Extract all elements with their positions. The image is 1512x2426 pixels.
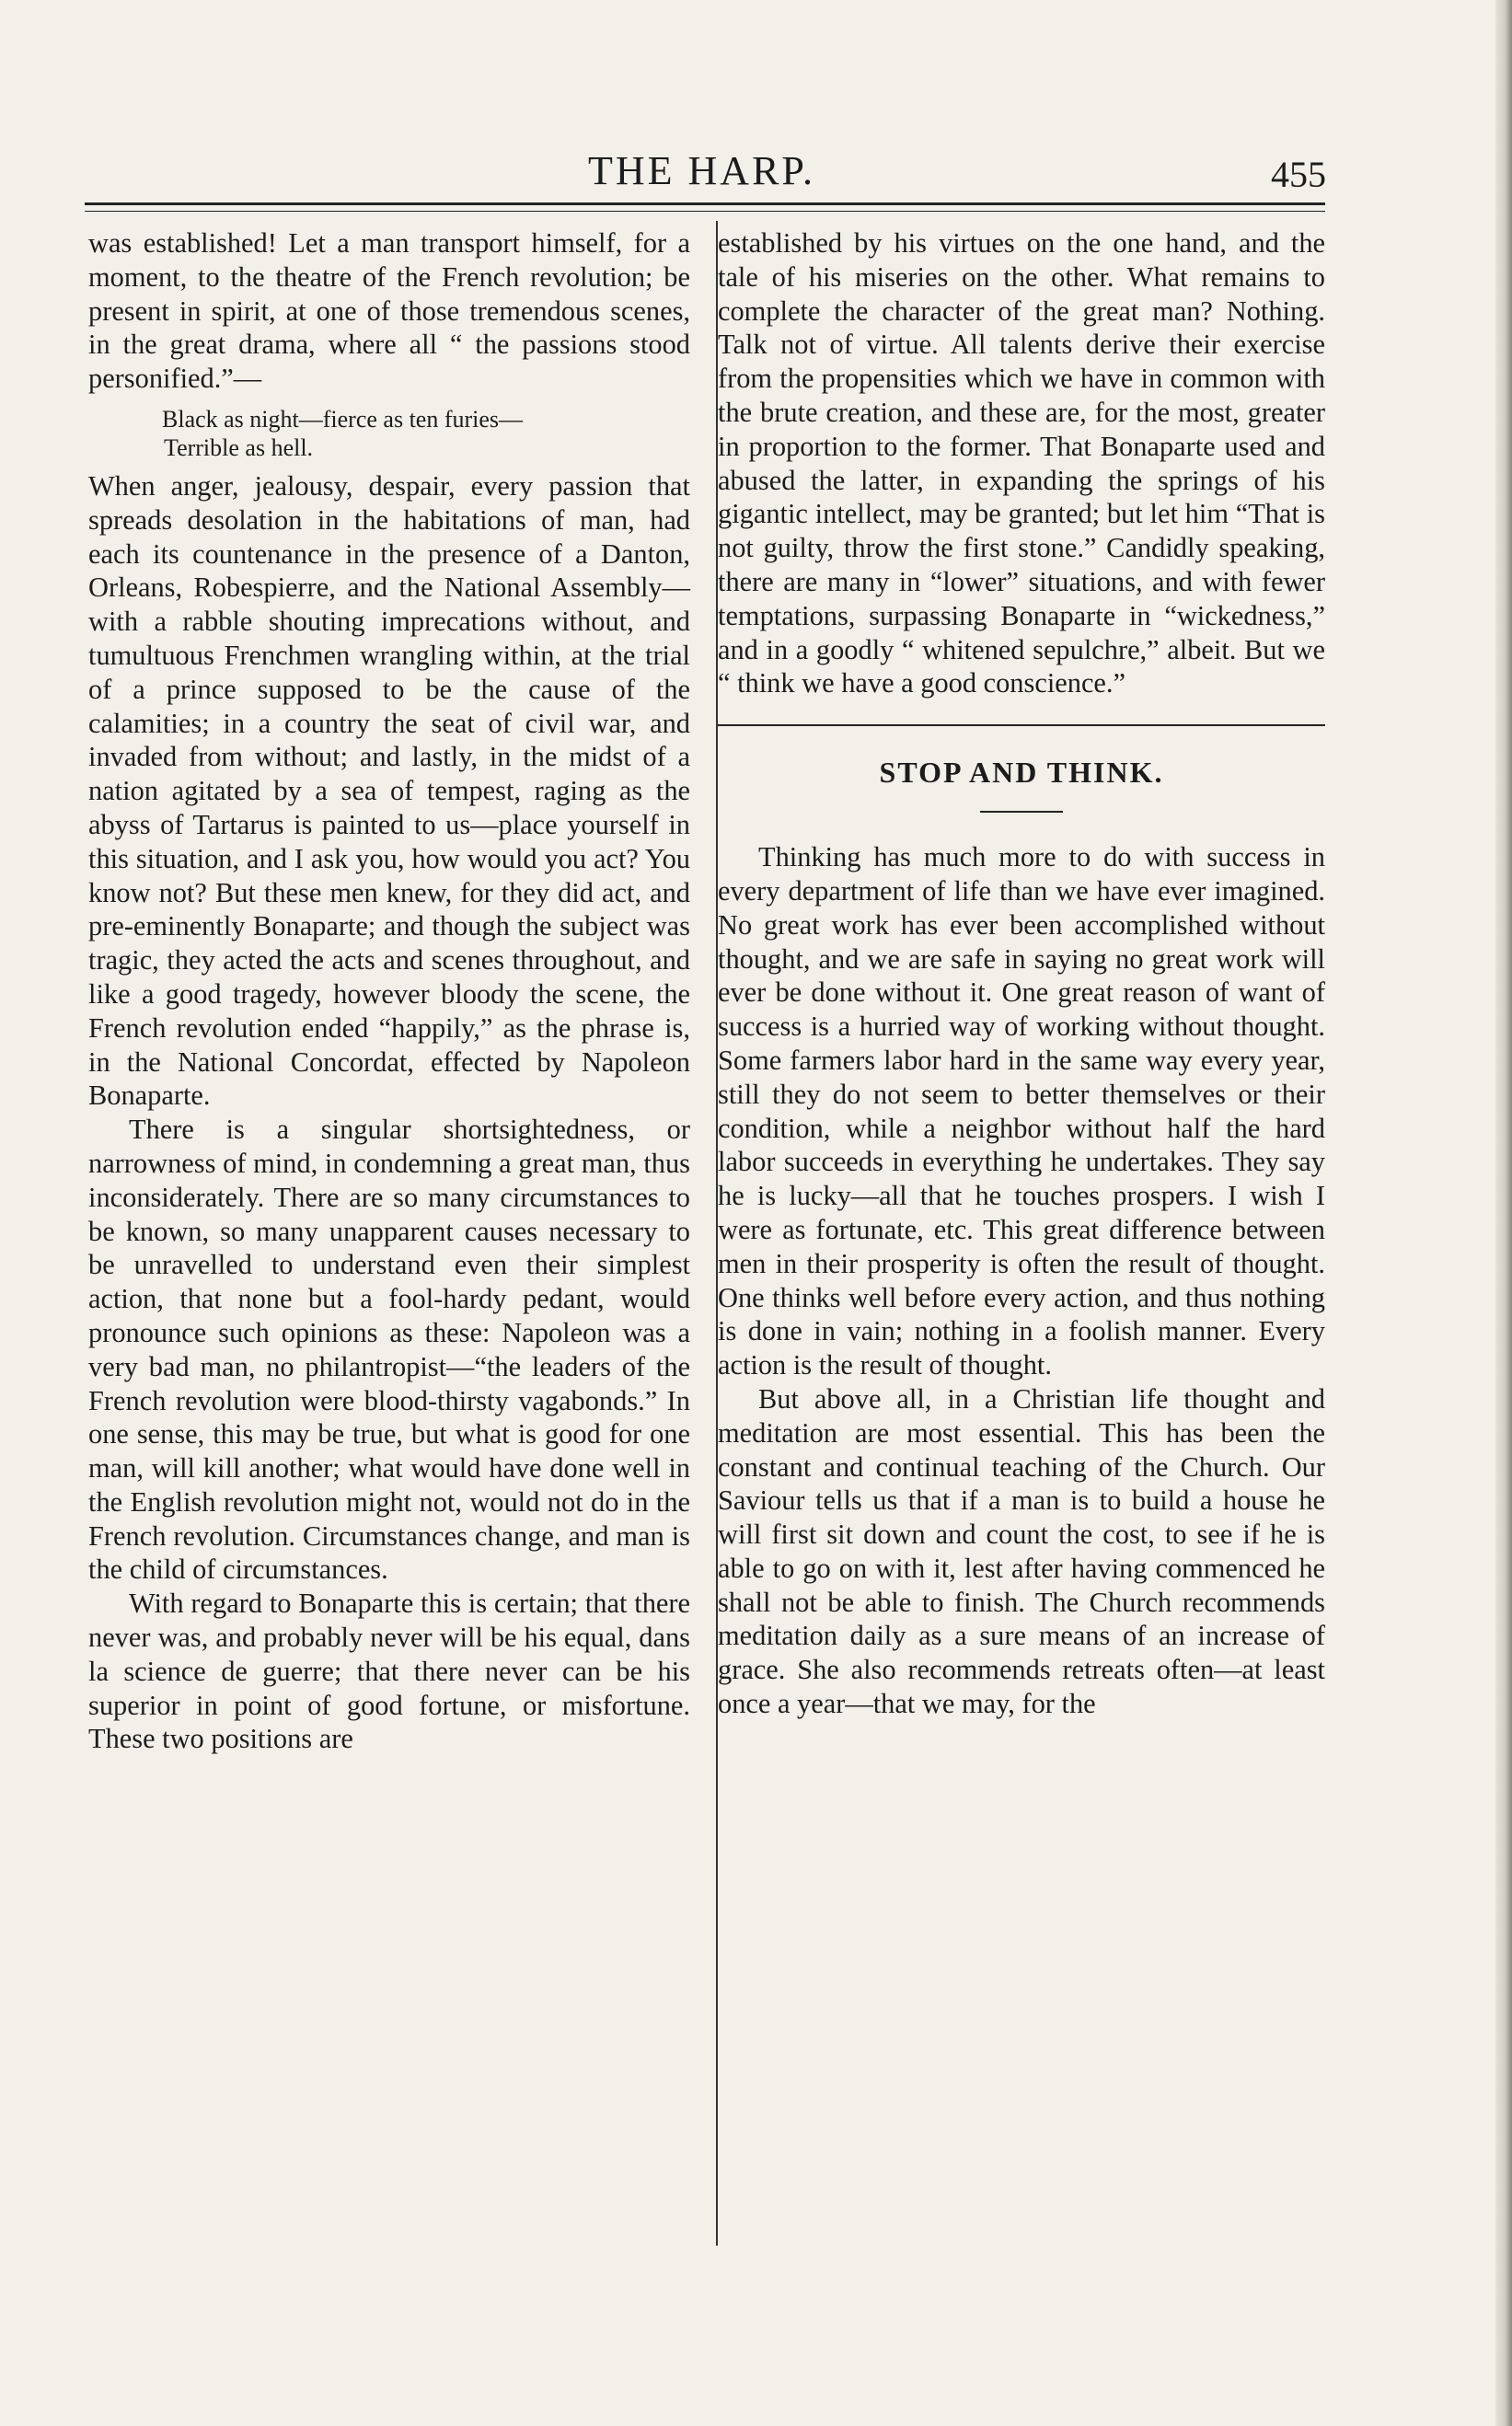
paragraph: When anger, jealousy, despair, every passion that spreads desolation in the habitations of man, had each its countenance in the presence of a Danton, Orleans, Robespierre, and the National Assembly—with a rabble shouting imprecations without, and tumultuous Frenchmen wrangling within, at the trial of a prince supposed to be the cause of the calamities; in a country the seat of civil war, and invaded from without; and lastly, in the midst of a nation agitated by a sea of tempest, raging as the abyss of Tartarus is painted to us—place yourself in this situation, and I ask you, how would you act? You know not? But these men knew, for they did act, and pre-eminently Bonaparte; and though the subject was tragic, they acted the acts and scenes throughout, and like a good tragedy, however bloody the scene, the French revolution ended “happily,” as the phrase is, in the National Concordat, effected by Napoleon Bonaparte. (88, 469, 690, 1112)
heading-underline (980, 811, 1063, 813)
page-edge (1495, 0, 1512, 2426)
verse-quote (162, 405, 690, 462)
right-column (718, 226, 1325, 1721)
page-number: 455 (1271, 154, 1326, 195)
left-column (88, 226, 690, 1756)
paragraph: established by his virtues on the one hand, and the tale of his miseries on the other. What remains to complete the character of the great man? Nothing. Talk not of virtue. All talents derive their exercise from the propensities which we have in common with the brute creation, and these are, for the most, greater in proportion to the former. That Bonaparte used and abused the latter, in expanding the springs of his gigantic intellect, may be granted; but let him “That is not guilty, throw the first stone.” Candidly speaking, there are many in “lower” situations, and with fewer temptations, surpassing Bonaparte in “wickedness,” and in a goodly “ whitened sepulchre,” albeit. But we “ think we have a good conscience.” (718, 227, 1325, 699)
paragraph: There is a singular shortsightedness, or narrowness of mind, in condemning a great man, thus inconsiderately. There are so many circumstances to be known, so many unapparent causes necessary to be unravelled to understand even their simplest action, that none but a fool-hardy pedant, would pronounce such opinions as these: Napoleon was a very bad man, no philantropist—“the leaders of the French revolution were blood-thirsty vagabonds.” In one sense, this may be true, but what is good for one man, will kill another; what would have done well in the English revolution might not, would not do in the French revolution. Circumstances change, and man is the child of circumstances. (88, 1114, 690, 1586)
verse-line: Black as night—fierce as ten furies— (162, 405, 524, 433)
paragraph: But above all, in a Christian life thought and meditation are most essential. This has been the constant and continual teaching of the Church. Our Saviour tells us that if a man is to build a house he will first sit down and count the cost, to see if he is able to go on with it, lest after having commenced he shall not be able to finish. The Church recommends meditation daily as a sure means of an increase of grace. She also recommends retreats often—at least once a year—that we may, for the (718, 1382, 1325, 1720)
publication-title: THE HARP. (587, 148, 816, 193)
paragraph: was established! Let a man transport himself, for a moment, to the theatre of the French revolution; be present in spirit, at one of those tremendous scenes, in the great drama, where all “ the passions stood personified.”— (88, 227, 690, 395)
paragraph: Thinking has much more to do with success in every department of life than we have ever imagined. No great work has ever been accomplished without thought, and we are safe in saying no great work will ever be done without it. One great reason of want of success is a hurried way of working without thought. Some farmers labor hard in the same way every year, still they do not seem to better themselves or their condition, while a neighbor without half the hard labor succeeds in everything he undertakes. They say he is lucky—all that he touches prospers. I wish I were as fortunate, etc. This great difference between men in their prosperity is often the result of thought. One thinks well before every action, and thus nothing is done in vain; nothing in a foolish manner. Every action is the result of thought. (718, 841, 1325, 1381)
section-rule (718, 724, 1325, 726)
verse-line: Terrible as hell. (164, 433, 314, 461)
header-rule-thin (85, 211, 1325, 212)
header-rule-thick (85, 202, 1325, 205)
running-header (83, 147, 1326, 195)
paragraph: With regard to Bonaparte this is certain; that there never was, and probably never will be his equal, dans la science de guerre; that there never can be his superior in point of good fortune, or misfortune. These two positions are (88, 1588, 690, 1755)
section-heading: STOP AND THINK. (879, 756, 1164, 790)
